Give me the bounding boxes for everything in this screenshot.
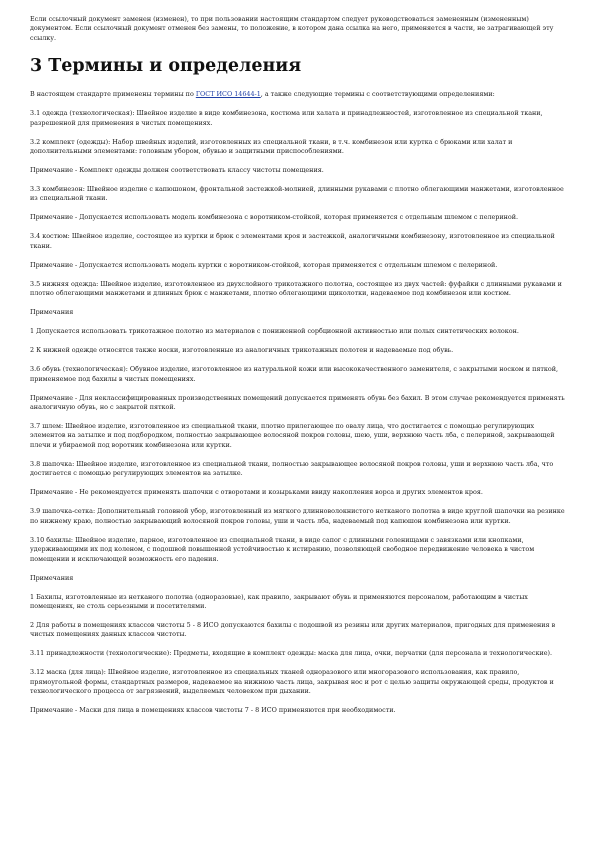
definition-paragraph: Примечание - Маски для лица в помещениях классов чистоты 7 - 8 ИСО применяются при необходимости. — [30, 706, 396, 715]
definition-paragraph: 1 Бахилы, изготовленные из нетканого полотна (одноразовые), как правило, закрывают обувь и применяются персоналом, работающим в чистых помещениях, не столь серьезными и посетителями. — [30, 592, 528, 610]
definition-paragraph: Примечание - Допускается использовать модель куртки с воротником-стойкой, которая применяется с отдельным шлемом с пелериной. — [30, 260, 498, 269]
definition-paragraph: 3.10 бахилы: Швейное изделие, парное, изготовленное из специальной ткани, в виде сапог с длинными голенищами с завязками или кнопками, удерживающими их под коленом, с подошвой повышенной устойчивостью к истиранию, позволяющей свободное передвижение человека в чистом помещении и исключающей возможность его падения. — [30, 535, 535, 563]
definition-paragraph: Примечание - Для неклассифицированных производственных помещений допускается применять обувь без бахил. В этом случае рекомендуется применять аналогичную обувь, но с закрытой пяткой. — [30, 393, 565, 412]
definition-paragraph: Примечание - Допускается использовать модель комбинезона с воротником-стойкой, которая применяется с отдельным шлемом с пелериной. — [30, 213, 519, 222]
definition-paragraph: Примечания — [30, 573, 74, 582]
definition-paragraph: 2 К нижней одежде относятся также носки, изготовленные из аналогичных трикотажных полотен и надеваемые под обувь. — [30, 346, 454, 355]
definition-paragraph: 3.11 принадлежности (технологические): Предметы, входящие в комплект одежды: маска для лица, очки, перчатки (для персонала и технологические). — [30, 649, 553, 658]
document-page — [30, 15, 567, 725]
section-heading: 3 Термины и определения — [30, 56, 302, 77]
definition-paragraph: Примечания — [30, 308, 74, 317]
lead-text-after: , а также следующие термины с соответствующими определениями: — [260, 90, 495, 99]
lead-paragraph — [30, 90, 567, 99]
definition-paragraph: 3.8 шапочка: Швейное изделие, изготовленное из специальной ткани, полностью закрывающее волосяной покров головы, уши и верхнюю часть лба, что достигается с помощью регулирующих элементов на затылке. — [30, 459, 554, 478]
definition-paragraph: 3.1 одежда (технологическая): Швейное изделие в виде комбинезона, костюма или халата и принадлежностей, изготовленное из специальной ткани, разрешенной для применения в чистых помещениях. — [30, 109, 543, 127]
definition-paragraph: 3.2 комплект (одежды): Набор швейных изделий, изготовленных из специальной ткани, в т.ч. комбинезон или куртка с брюками или халат и дополнительными элементами: головным убором, обувью и защитными приспособлениями. — [30, 137, 513, 156]
definition-paragraph: 3.6 обувь (технологическая): Обувное изделие, изготовленное из натуральной кожи или высококачественного заменителя, с закрытыми носком и пяткой, применяемое под бахилы в чистых помещениях. — [30, 365, 559, 383]
definition-paragraph: 3.12 маска (для лица): Швейное изделие, изготовленное из специальных тканей одноразового или многоразового использования, как правило, прямоугольной формы, стандартных размеров, надеваемое на нижнюю часть лица, закрывая нос и рот с целью защиты окружающей среды, продуктов и технологического процесса от загрязнений, выделяемых человеком при дыхании. — [30, 668, 554, 696]
definition-paragraph: 3.5 нижняя одежда: Швейное изделие, изготовленное из двухслойного трикотажного полотна, состоящее из двух частей: фуфайки с длинными рукавами и плотно облегающими манжетами и длинных брюк с манжетами, плотно облегающими щиколотки, надеваемое под комбинезон или костюм. — [30, 279, 562, 298]
definition-paragraph: 3.4 костюм: Швейное изделие, состоящее из куртки и брюк с элементами кроя и застежкой, аналогичными комбинезону, изготовленное из специальной ткани. — [30, 232, 555, 250]
definition-paragraph: 3.9 шапочка-сетка: Дополнительный головной убор, изготовленный из мягкого длинноволокнистого нетканого полотна в виде круглой шапочки на резинке по нижнему краю, полностью закрывающий волосяной покров головы, уши и часть лба, надеваемый под капюшон комбинезона или куртки. — [30, 507, 565, 525]
definition-paragraph: 3.7 шлем: Швейное изделие, изготовленное из специальной ткани, плотно прилегающее по овалу лица, что достигается с помощью регулирующих элементов на затылке и под подбородком, полностью закрывающее волосяной покров головы, шею, уши, верхнюю часть лба, с пелериной, закрывающей плечи и убираемой под воротник комбинезона или куртки. — [30, 422, 555, 449]
definitions-list — [30, 109, 567, 715]
definition-paragraph: 1 Допускается использовать трикотажное полотно из материалов с пониженной сорбционной активностью или полых синтетических волокон. — [30, 327, 519, 336]
definition-paragraph: 2 Для работы в помещениях классов чистоты 5 - 8 ИСО допускаются бахилы с подошвой из резины или других материалов, пригодных для применения в чистых помещениях данных классов чистоты. — [30, 620, 556, 639]
intro-paragraph: Если ссылочный документ заменен (изменен), то при пользовании настоящим стандартом следует руководствоваться замененным (измененным) документом. Если ссылочный документ отменен без замены, то положение, в котором дана ссылка на него, применяется в части, не затрагивающей эту ссылку. — [30, 15, 554, 42]
lead-text-before: В настоящем стандарте применены термины по — [30, 90, 196, 99]
definition-paragraph: Примечание - Не рекомендуется применять шапочки с отворотами и козырьками ввиду накопления ворса и других элементов кроя. — [30, 488, 483, 497]
definition-paragraph: 3.3 комбинезон: Швейное изделие с капюшоном, фронтальной застежкой-молнией, длинными рукавами с плотно облегающими манжетами, изготовленное из специальной ткани. — [30, 185, 564, 203]
gost-iso-link[interactable]: ГОСТ ИСО 14644-1 — [195, 90, 261, 99]
definition-paragraph: Примечание - Комплект одежды должен соответствовать классу чистоты помещения. — [30, 166, 324, 175]
